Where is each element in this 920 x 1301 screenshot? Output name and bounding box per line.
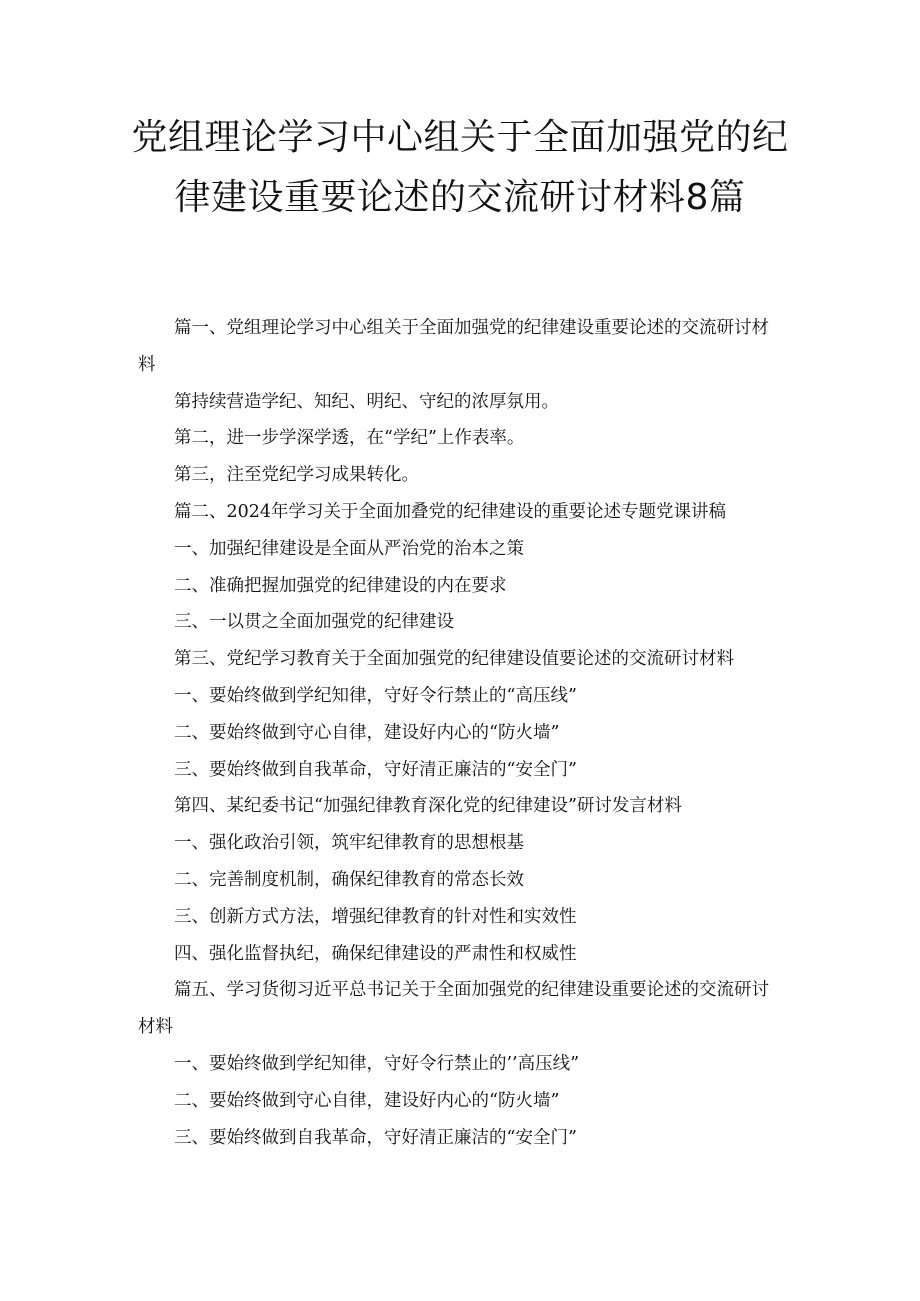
section-heading: 篇一、党组理论学习中心组关于全面加强党的纪律建设重要论述的交流研讨材料 (138, 318, 769, 375)
section-heading: 第三、党纪学习教育关于全面加强党的纪律建设值要论述的交流研讨材料 (174, 649, 734, 670)
paragraph: 一、加强纪律建设是全面从严治党的治本之策 (174, 538, 524, 559)
paragraph: 二、要始终做到守心自律，建设好内心的“防火墙” (174, 1090, 560, 1111)
paragraph: 二、要始终做到守心自律，建设好内心的“防火墙” (174, 722, 560, 743)
paragraph: 三、一以贯之全面加强党的纪律建设 (174, 612, 454, 633)
paragraph: 第二，进一步学深学透，在“学纪”上作表率。 (174, 428, 525, 449)
paragraph: 二、完善制度机制，确保纪律教育的常态长效 (174, 869, 524, 890)
paragraph: 第持续营造学纪、知纪、明纪、守纪的浓厚氛用。 (174, 391, 559, 412)
section-heading: 篇五、学习货彻习近平总书记关于全面加强党的纪律建设重要论述的交流研讨材料 (138, 980, 769, 1038)
paragraph: 二、准确把握加强党的纪律建设的内在要求 (174, 575, 507, 596)
document-title (130, 108, 790, 228)
paragraph: 一、要始终做到学纪知律，守好令行禁止的“高压线” (174, 685, 577, 706)
paragraph: 三、要始终做到自我革命，守好清正廉洁的“安全门” (174, 1127, 577, 1148)
paragraph: 一、强化政治引领，筑牢纪律教育的思想根基 (174, 833, 524, 854)
paragraph: 一、要始终做到学纪知律，守好令行禁止的’’高压线” (174, 1053, 580, 1074)
section-heading: 第四、某纪委书记“加强纪律教育深化党的纪律建设”研讨发言材料 (174, 796, 682, 817)
title-line-1: 党组理论学习中心组关于全面加强党的纪 (131, 117, 789, 158)
paragraph: 第三，注至党纪学习成果转化。 (174, 465, 419, 486)
document-body (138, 310, 770, 1156)
paragraph: 三、创新方式方法，增强纪律教育的针对性和实效性 (174, 906, 577, 927)
paragraph: 三、要始终做到自我革命，守好清正廉洁的“安全门” (174, 759, 577, 780)
section-heading: 篇二、2024年学习关于全面加叠党的纪律建设的重要论述专题党课讲稿 (174, 501, 727, 522)
paragraph: 四、强化监督执纪，确保纪律建设的严肃性和权威性 (174, 943, 577, 964)
title-line-2: 律建设重要论述的交流研讨材料8篇 (174, 177, 746, 218)
